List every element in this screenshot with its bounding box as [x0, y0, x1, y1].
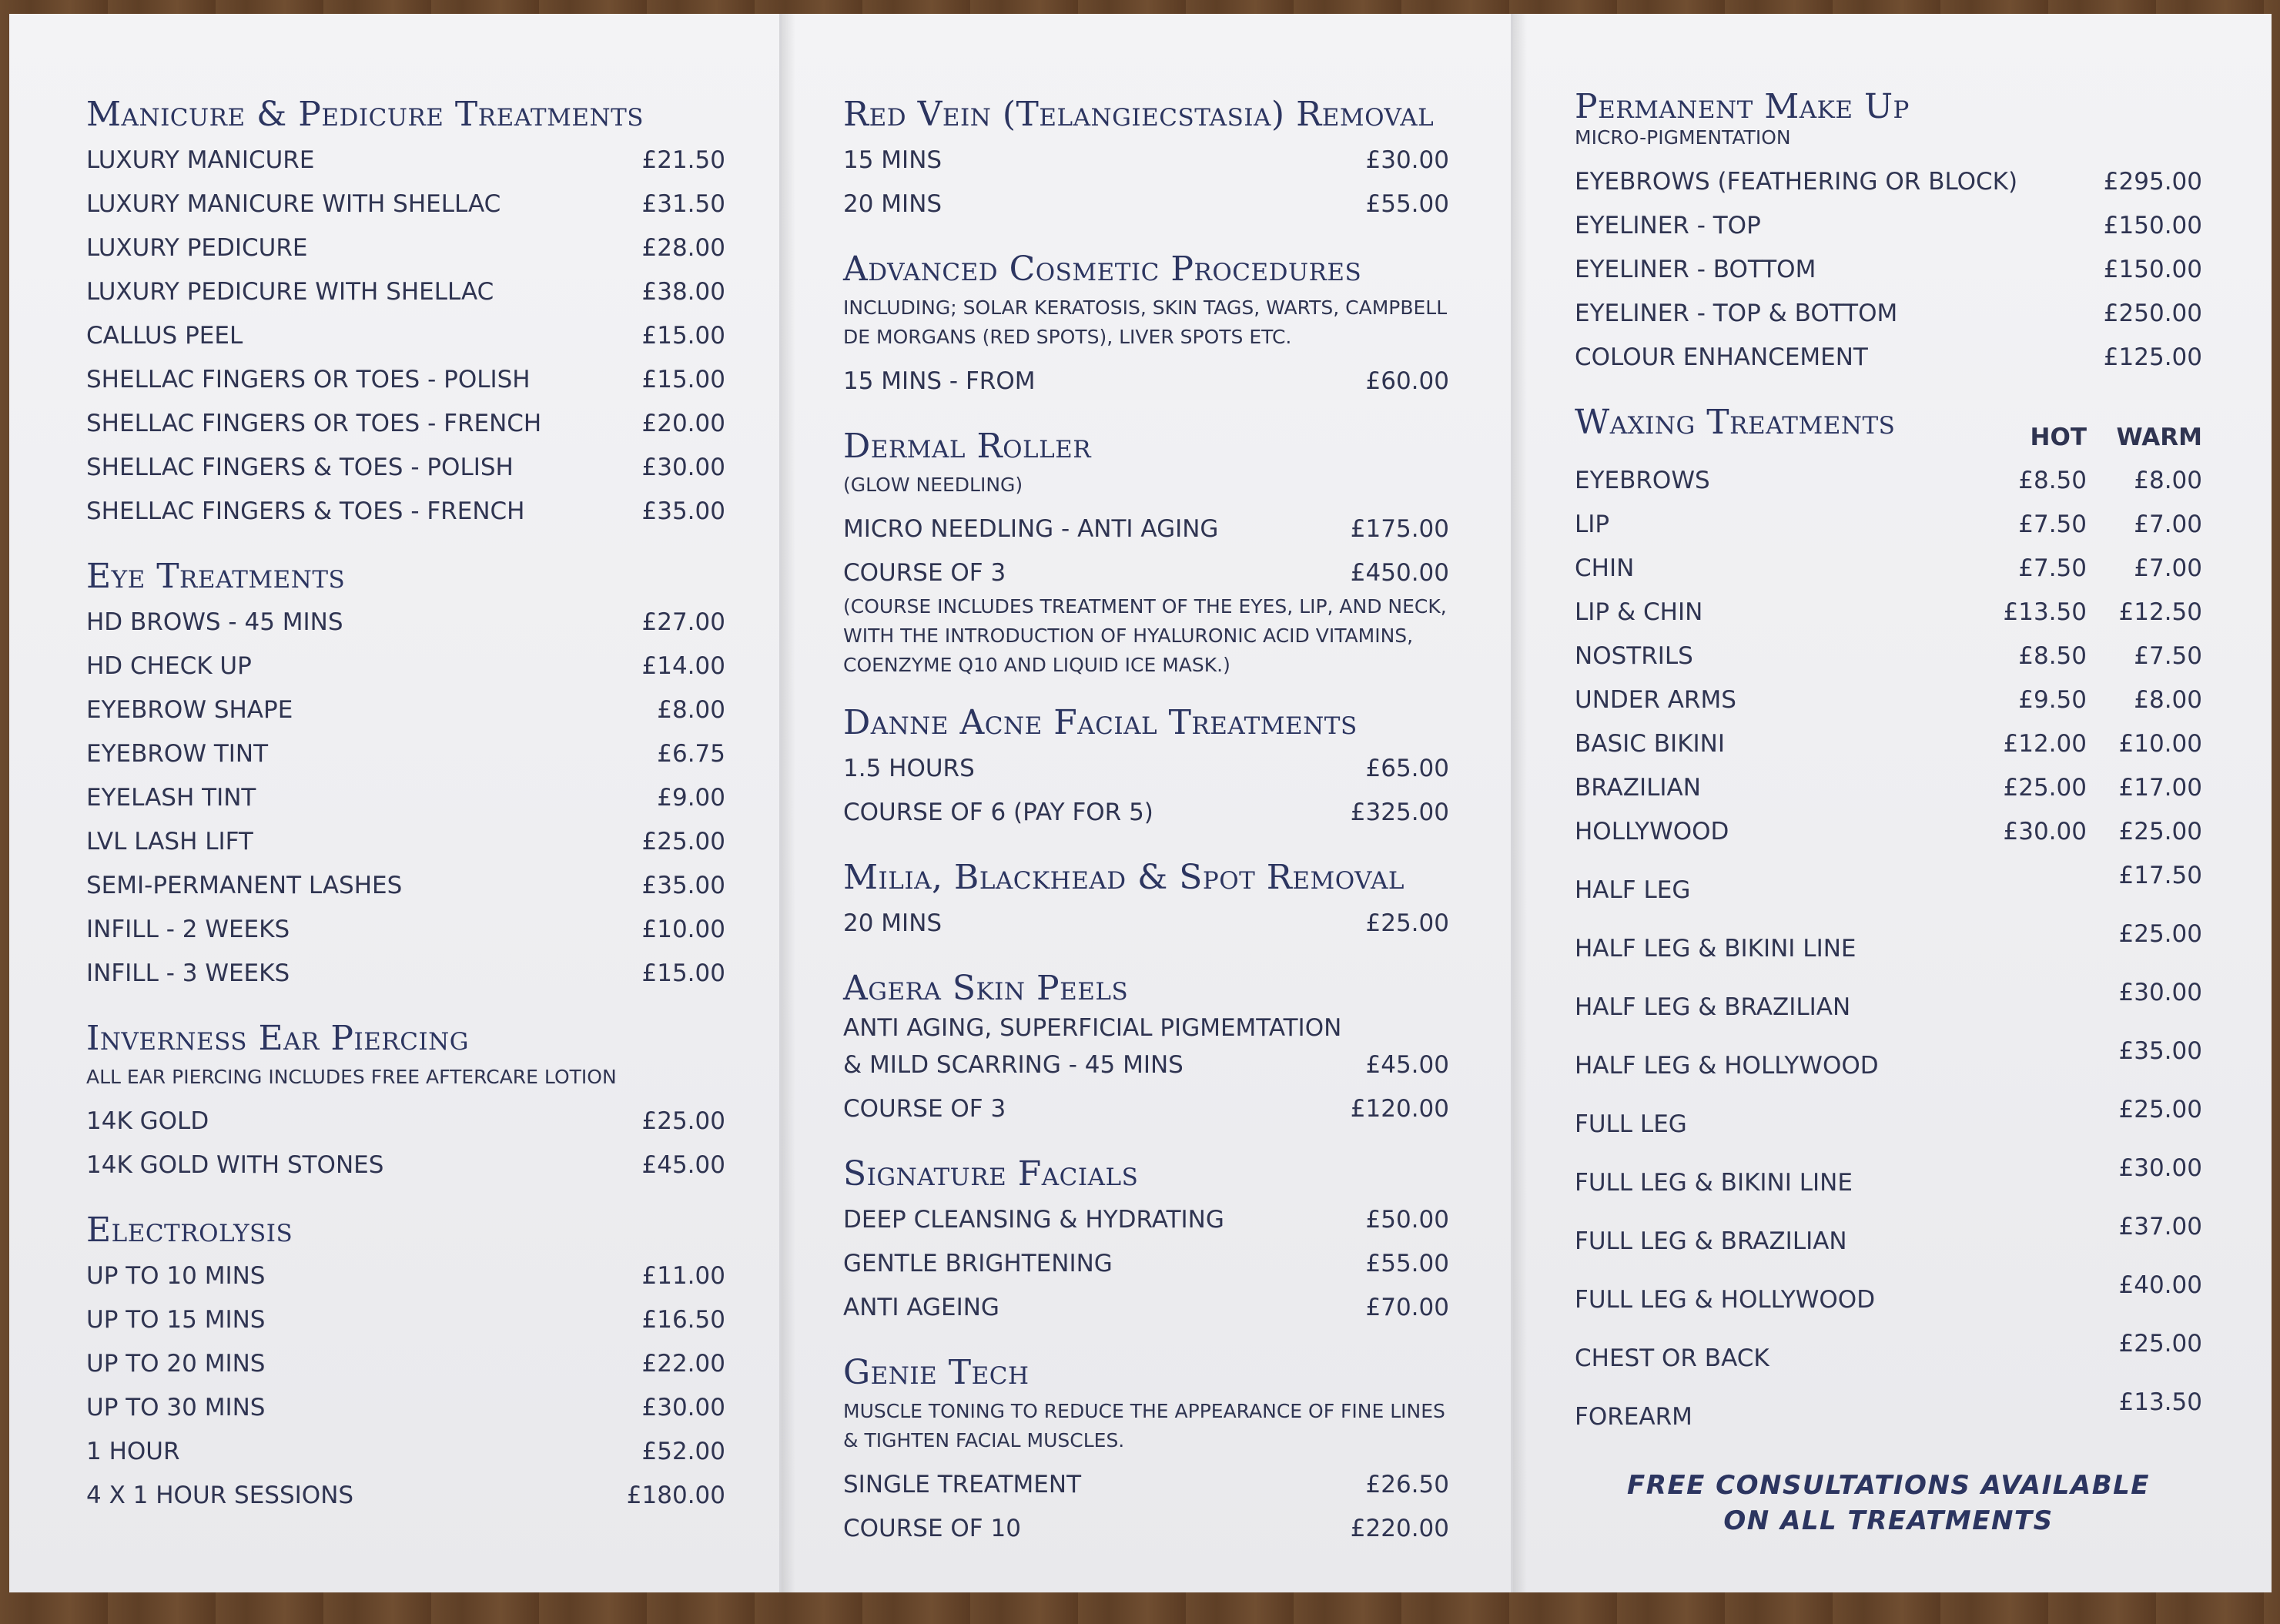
treatment-name: FULL LEG [1575, 1110, 1687, 1138]
price-row [86, 358, 725, 402]
treatment-name: EYELINER - TOP [1575, 212, 1761, 239]
treatment-price: £15.00 [641, 366, 725, 393]
treatment-name: HALF LEG & BRAZILIAN [1575, 993, 1851, 1021]
treatment-name: FULL LEG & HOLLYWOOD [1575, 1286, 1876, 1314]
price-row [1575, 1381, 2202, 1439]
price-pair [1971, 591, 2202, 635]
price-row [1575, 591, 2202, 635]
price-row [843, 747, 1449, 791]
price-row [1575, 336, 2202, 380]
treatment-price: £15.00 [641, 959, 725, 987]
treatment-name: SHELLAC FINGERS & TOES - POLISH [86, 454, 514, 481]
section-permanent-makeup [1575, 87, 2202, 380]
price-row [843, 791, 1449, 835]
treatment-price: £55.00 [1365, 1250, 1449, 1277]
price-pair [1971, 1088, 2202, 1132]
price-row [1575, 248, 2202, 292]
treatment-name: UP TO 10 MINS [86, 1262, 266, 1290]
price-row [1575, 547, 2202, 591]
section-dermal-roller [843, 427, 1449, 680]
price-warm: £7.50 [2134, 642, 2202, 670]
treatment-name: CHIN [1575, 554, 1635, 582]
treatment-name: HALF LEG [1575, 876, 1691, 904]
price-warm: £25.00 [2118, 1096, 2202, 1123]
price-row [1575, 1205, 2202, 1264]
price-pair [1971, 459, 2202, 503]
treatment-price: £30.00 [1365, 146, 1449, 174]
treatment-price: £65.00 [1365, 755, 1449, 782]
treatment-price: £35.00 [641, 497, 725, 525]
treatment-name: 20 MINS [843, 190, 942, 218]
price-row [86, 864, 725, 908]
section-subtitle: MICRO-PIGMENTATION [1575, 126, 1791, 149]
price-row [843, 1043, 1449, 1087]
treatment-price: £220.00 [1350, 1515, 1449, 1542]
price-hot: £13.50 [2003, 598, 2087, 626]
price-row [86, 776, 725, 820]
section-manicure-pedicure [86, 95, 725, 534]
treatment-name: EYEBROWS [1575, 467, 1710, 494]
price-hot: £12.00 [2003, 730, 2087, 758]
price-row [1575, 1147, 2202, 1205]
price-hot: £8.50 [2018, 467, 2087, 494]
price-pair [1971, 1147, 2202, 1190]
section-title: Manicure & Pedicure Treatments [86, 95, 644, 134]
treatment-name: SHELLAC FINGERS & TOES - FRENCH [86, 497, 525, 525]
treatment-name: COURSE OF 3 [843, 559, 1006, 587]
price-row [1575, 635, 2202, 678]
section-title: Dermal Roller [843, 427, 1092, 466]
price-row [1575, 1030, 2202, 1088]
treatment-name: HALF LEG & HOLLYWOOD [1575, 1052, 1879, 1080]
price-row [843, 360, 1449, 403]
price-warm: £13.50 [2118, 1388, 2202, 1416]
treatment-price: £38.00 [641, 278, 725, 306]
price-row [86, 139, 725, 182]
treatment-name: COURSE OF 3 [843, 1095, 1006, 1123]
treatment-name: CHEST OR BACK [1575, 1344, 1769, 1372]
price-row [86, 1100, 725, 1143]
treatment-name: DEEP CLEANSING & HYDRATING [843, 1206, 1224, 1234]
treatment-name: UP TO 20 MINS [86, 1350, 266, 1378]
price-pair [1971, 635, 2202, 678]
treatment-price: £25.00 [1365, 909, 1449, 937]
treatment-price: £9.00 [657, 784, 725, 812]
section-waxing [1575, 403, 2202, 1439]
treatment-name: BRAZILIAN [1575, 774, 1701, 802]
treatment-price: £35.00 [641, 872, 725, 899]
price-row [1575, 459, 2202, 503]
treatment-price: £30.00 [641, 1394, 725, 1421]
price-hot [1971, 854, 2087, 898]
price-warm: £30.00 [2118, 979, 2202, 1006]
price-hot: £7.50 [2018, 511, 2087, 538]
price-row [1575, 1264, 2202, 1322]
price-row [843, 902, 1449, 946]
treatment-price: £250.00 [2103, 300, 2202, 327]
price-row [86, 1298, 725, 1342]
section-title: Advanced Cosmetic Procedures [843, 249, 1362, 289]
price-row [86, 1430, 725, 1474]
treatment-name: & MILD SCARRING - 45 MINS [843, 1051, 1184, 1079]
price-pair [1971, 854, 2202, 898]
price-row [1575, 678, 2202, 722]
treatment-name: FULL LEG & BIKINI LINE [1575, 1169, 1853, 1197]
section-genie-tech [843, 1353, 1449, 1551]
price-row [86, 226, 725, 270]
treatment-name: COLOUR ENHANCEMENT [1575, 343, 1868, 371]
price-row [86, 1474, 725, 1518]
treatment-price: £6.75 [657, 740, 725, 768]
treatment-name: 1.5 HOURS [843, 755, 975, 782]
panel-middle [779, 14, 1511, 1592]
treatment-name: EYEBROW SHAPE [86, 696, 293, 724]
treatment-price: £45.00 [1365, 1051, 1449, 1079]
treatment-name: GENTLE BRIGHTENING [843, 1250, 1113, 1277]
price-row [86, 688, 725, 732]
treatment-name: MICRO NEEDLING - ANTI AGING [843, 515, 1219, 543]
price-row [1575, 1088, 2202, 1147]
price-hot [1971, 912, 2087, 956]
price-warm: £12.50 [2118, 598, 2202, 626]
treatment-price: £27.00 [641, 608, 725, 636]
price-pair [1971, 810, 2202, 854]
treatment-name: LUXURY MANICURE WITH SHELLAC [86, 190, 501, 218]
price-warm: £25.00 [2118, 920, 2202, 948]
treatment-price: £70.00 [1365, 1294, 1449, 1321]
section-title: Red Vein (Telangiecstasia) Removal [843, 95, 1435, 134]
price-hot [1971, 1264, 2087, 1308]
treatment-price: £31.50 [641, 190, 725, 218]
treatment-name: ANTI AGEING [843, 1294, 999, 1321]
section-electrolysis [86, 1210, 725, 1518]
treatment-name: SINGLE TREATMENT [843, 1471, 1082, 1498]
treatment-price: £180.00 [626, 1482, 725, 1509]
treatment-name: HD BROWS - 45 MINS [86, 608, 343, 636]
price-row [86, 732, 725, 776]
price-pair [1971, 547, 2202, 591]
treatment-name: SHELLAC FINGERS OR TOES - FRENCH [86, 410, 542, 437]
treatment-price: £25.00 [641, 1107, 725, 1135]
treatment-name: 1 HOUR [86, 1438, 180, 1465]
price-row [86, 908, 725, 952]
price-row [86, 1386, 725, 1430]
panel-left [9, 14, 779, 1592]
price-pair [1971, 1264, 2202, 1308]
price-row [843, 551, 1449, 595]
price-warm: £35.00 [2118, 1037, 2202, 1065]
treatment-price: £21.50 [641, 146, 725, 174]
treatment-name: LUXURY PEDICURE [86, 234, 308, 262]
treatment-name: UNDER ARMS [1575, 686, 1736, 714]
price-row [86, 182, 725, 226]
section-title: Inverness Ear Piercing [86, 1019, 470, 1058]
treatment-name: HOLLYWOOD [1575, 818, 1729, 845]
price-row [1575, 766, 2202, 810]
treatment-name: FULL LEG & BRAZILIAN [1575, 1227, 1847, 1255]
price-hot [1971, 971, 2087, 1015]
price-row [1575, 160, 2202, 204]
section-signature-facials [843, 1154, 1449, 1330]
section-agera-peels [843, 969, 1449, 1131]
price-hot: £30.00 [2003, 818, 2087, 845]
treatment-name: INFILL - 3 WEEKS [86, 959, 290, 987]
price-warm: £30.00 [2118, 1154, 2202, 1182]
price-warm: £8.00 [2134, 686, 2202, 714]
treatment-price: £150.00 [2103, 212, 2202, 239]
treatment-price: £22.00 [641, 1350, 725, 1378]
treatment-name: CALLUS PEEL [86, 322, 243, 350]
price-row [86, 270, 725, 314]
panel-right [1511, 14, 2272, 1592]
treatment-price: £175.00 [1350, 515, 1449, 543]
treatment-price: £120.00 [1350, 1095, 1449, 1123]
price-hot [1971, 1147, 2087, 1190]
price-row [843, 507, 1449, 551]
section-subtitle: MUSCLE TONING TO REDUCE THE APPEARANCE OF FINE LINES & TIGHTEN FACIAL MUSCLES. [843, 1400, 1445, 1452]
price-pair [1971, 912, 2202, 956]
price-pair [1971, 1205, 2202, 1249]
treatment-name: SEMI-PERMANENT LASHES [86, 872, 403, 899]
treatment-price: £11.00 [641, 1262, 725, 1290]
price-hot: £8.50 [2018, 642, 2087, 670]
treatment-price: £30.00 [641, 454, 725, 481]
price-hot [1971, 1205, 2087, 1249]
treatment-price: £52.00 [641, 1438, 725, 1465]
price-row [843, 1087, 1449, 1131]
price-row [843, 1242, 1449, 1286]
price-row [1575, 912, 2202, 971]
price-warm: £40.00 [2118, 1271, 2202, 1299]
price-row [86, 645, 725, 688]
section-ear-piercing [86, 1019, 725, 1187]
price-row [86, 314, 725, 358]
price-warm: £7.00 [2134, 554, 2202, 582]
price-row [1575, 722, 2202, 766]
treatment-price: £125.00 [2103, 343, 2202, 371]
treatment-name: COURSE OF 6 (PAY FOR 5) [843, 799, 1153, 826]
treatment-price: £150.00 [2103, 256, 2202, 283]
price-row [86, 402, 725, 446]
free-consultations-note [1575, 1468, 2202, 1539]
treatment-price: £50.00 [1365, 1206, 1449, 1234]
price-warm: £7.00 [2134, 511, 2202, 538]
price-row [86, 1342, 725, 1386]
price-row [843, 1507, 1449, 1551]
price-row [1575, 503, 2202, 547]
treatment-name: 14K GOLD [86, 1107, 209, 1135]
treatment-price: £15.00 [641, 322, 725, 350]
column-warm: WARM [2116, 424, 2202, 451]
section-subtitle: INCLUDING; SOLAR KERATOSIS, SKIN TAGS, WARTS, CAMPBELL DE MORGANS (RED SPOTS), LIVER SPOTS ETC. [843, 296, 1448, 348]
price-pair [1971, 1322, 2202, 1366]
price-warm: £8.00 [2134, 467, 2202, 494]
price-row [843, 1463, 1449, 1507]
price-row [1575, 204, 2202, 248]
price-row [86, 1254, 725, 1298]
price-row [1575, 971, 2202, 1030]
treatment-name: 15 MINS - FROM [843, 367, 1036, 395]
price-warm: £17.50 [2118, 862, 2202, 889]
price-hot [1971, 1322, 2087, 1366]
price-hot: £25.00 [2003, 774, 2087, 802]
treatment-name: LUXURY MANICURE [86, 146, 315, 174]
treatment-price: £60.00 [1365, 367, 1449, 395]
price-list-brochure [9, 14, 2272, 1592]
treatment-price: £16.50 [641, 1306, 725, 1334]
section-title: Permanent Make Up [1575, 87, 1910, 126]
section-title: Signature Facials [843, 1154, 1139, 1194]
price-row [843, 1286, 1449, 1330]
treatment-name: EYEBROW TINT [86, 740, 269, 768]
price-row [86, 820, 725, 864]
treatment-name: LUXURY PEDICURE WITH SHELLAC [86, 278, 494, 306]
price-warm: £25.00 [2118, 818, 2202, 845]
treatment-name: 20 MINS [843, 909, 942, 937]
treatment-name: FOREARM [1575, 1403, 1692, 1431]
treatment-name: UP TO 15 MINS [86, 1306, 266, 1334]
treatment-name: COURSE OF 10 [843, 1515, 1021, 1542]
treatment-price: £450.00 [1350, 559, 1449, 587]
treatment-name: UP TO 30 MINS [86, 1394, 266, 1421]
price-row [86, 490, 725, 534]
price-row [1575, 292, 2202, 336]
treatment-name: HD CHECK UP [86, 652, 252, 680]
section-subtitle: ANTI AGING, SUPERFICIAL PIGMEMTATION [843, 1014, 1342, 1042]
price-hot [1971, 1088, 2087, 1132]
section-subtitle: ALL EAR PIERCING INCLUDES FREE AFTERCARE LOTION [86, 1066, 617, 1088]
footer-line-1: FREE CONSULTATIONS AVAILABLE [1626, 1470, 2151, 1501]
treatment-price: £295.00 [2103, 168, 2202, 196]
treatment-name: INFILL - 2 WEEKS [86, 916, 290, 943]
price-pair [1971, 766, 2202, 810]
price-warm: £25.00 [2118, 1330, 2202, 1358]
price-pair [1971, 722, 2202, 766]
treatment-price: £10.00 [641, 916, 725, 943]
fold-shadow [1513, 14, 1527, 1592]
section-title: Genie Tech [843, 1353, 1030, 1392]
treatment-name: LVL LASH LIFT [86, 828, 253, 856]
treatment-name: 15 MINS [843, 146, 942, 174]
treatment-name: SHELLAC FINGERS OR TOES - POLISH [86, 366, 531, 393]
price-pair [1971, 678, 2202, 722]
section-milia [843, 858, 1449, 946]
section-title: Waxing Treatments [1575, 403, 1896, 442]
price-warm: £17.00 [2118, 774, 2202, 802]
treatment-name: NOSTRILS [1575, 642, 1693, 670]
price-pair [1971, 1381, 2202, 1425]
treatment-price: £28.00 [641, 234, 725, 262]
treatment-name: HALF LEG & BIKINI LINE [1575, 935, 1856, 963]
treatment-price: £26.50 [1365, 1471, 1449, 1498]
price-hot [1971, 1381, 2087, 1425]
treatment-price: £14.00 [641, 652, 725, 680]
column-hot: HOT [2030, 424, 2087, 451]
treatment-price: £325.00 [1350, 799, 1449, 826]
price-pair [1971, 503, 2202, 547]
treatment-price: £8.00 [657, 696, 725, 724]
section-title: Danne Acne Facial Treatments [843, 703, 1358, 742]
section-danne-acne [843, 703, 1449, 835]
price-pair [1971, 1030, 2202, 1073]
section-title: Eye Treatments [86, 557, 346, 596]
section-red-vein [843, 95, 1449, 226]
price-row [843, 182, 1449, 226]
footer-line-2: ON ALL TREATMENTS [1723, 1505, 2054, 1536]
treatment-name: BASIC BIKINI [1575, 730, 1726, 758]
price-hot: £7.50 [2018, 554, 2087, 582]
price-hot [1971, 1030, 2087, 1073]
treatment-name: LIP & CHIN [1575, 598, 1703, 626]
treatment-price: £25.00 [641, 828, 725, 856]
section-advanced-cosmetic [843, 249, 1449, 403]
price-row [843, 1198, 1449, 1242]
treatment-name: EYELINER - BOTTOM [1575, 256, 1816, 283]
treatment-price: £45.00 [641, 1151, 725, 1179]
section-title: Milia, Blackhead & Spot Removal [843, 858, 1404, 897]
price-pair [1971, 971, 2202, 1015]
section-title: Electrolysis [86, 1210, 293, 1250]
treatment-price: £20.00 [641, 410, 725, 437]
section-title: Agera Skin Peels [843, 969, 1129, 1008]
price-row [1575, 810, 2202, 854]
price-row [1575, 854, 2202, 912]
fold-shadow [782, 14, 795, 1592]
treatment-name: 14K GOLD WITH STONES [86, 1151, 384, 1179]
price-warm: £37.00 [2118, 1213, 2202, 1241]
price-row [86, 601, 725, 645]
treatment-name: LIP [1575, 511, 1610, 538]
section-note: (COURSE INCLUDES TREATMENT OF THE EYES, LIP, AND NECK, WITH THE INTRODUCTION OF HYALURONIC ACID VITAMINS, COENZYME Q10 AND LIQUID ICE MASK.) [843, 595, 1447, 676]
treatment-name: EYEBROWS (FEATHERING OR BLOCK) [1575, 168, 2018, 196]
treatment-name: EYELASH TINT [86, 784, 256, 812]
treatment-price: £55.00 [1365, 190, 1449, 218]
price-warm: £10.00 [2118, 730, 2202, 758]
price-row [86, 446, 725, 490]
treatment-name: 4 X 1 HOUR SESSIONS [86, 1482, 354, 1509]
price-row [86, 952, 725, 996]
price-row [843, 139, 1449, 182]
price-row [1575, 1322, 2202, 1381]
treatment-name: EYELINER - TOP & BOTTOM [1575, 300, 1898, 327]
price-row [86, 1143, 725, 1187]
price-hot: £9.50 [2018, 686, 2087, 714]
section-subtitle: (GLOW NEEDLING) [843, 474, 1023, 496]
section-eye-treatments [86, 557, 725, 996]
